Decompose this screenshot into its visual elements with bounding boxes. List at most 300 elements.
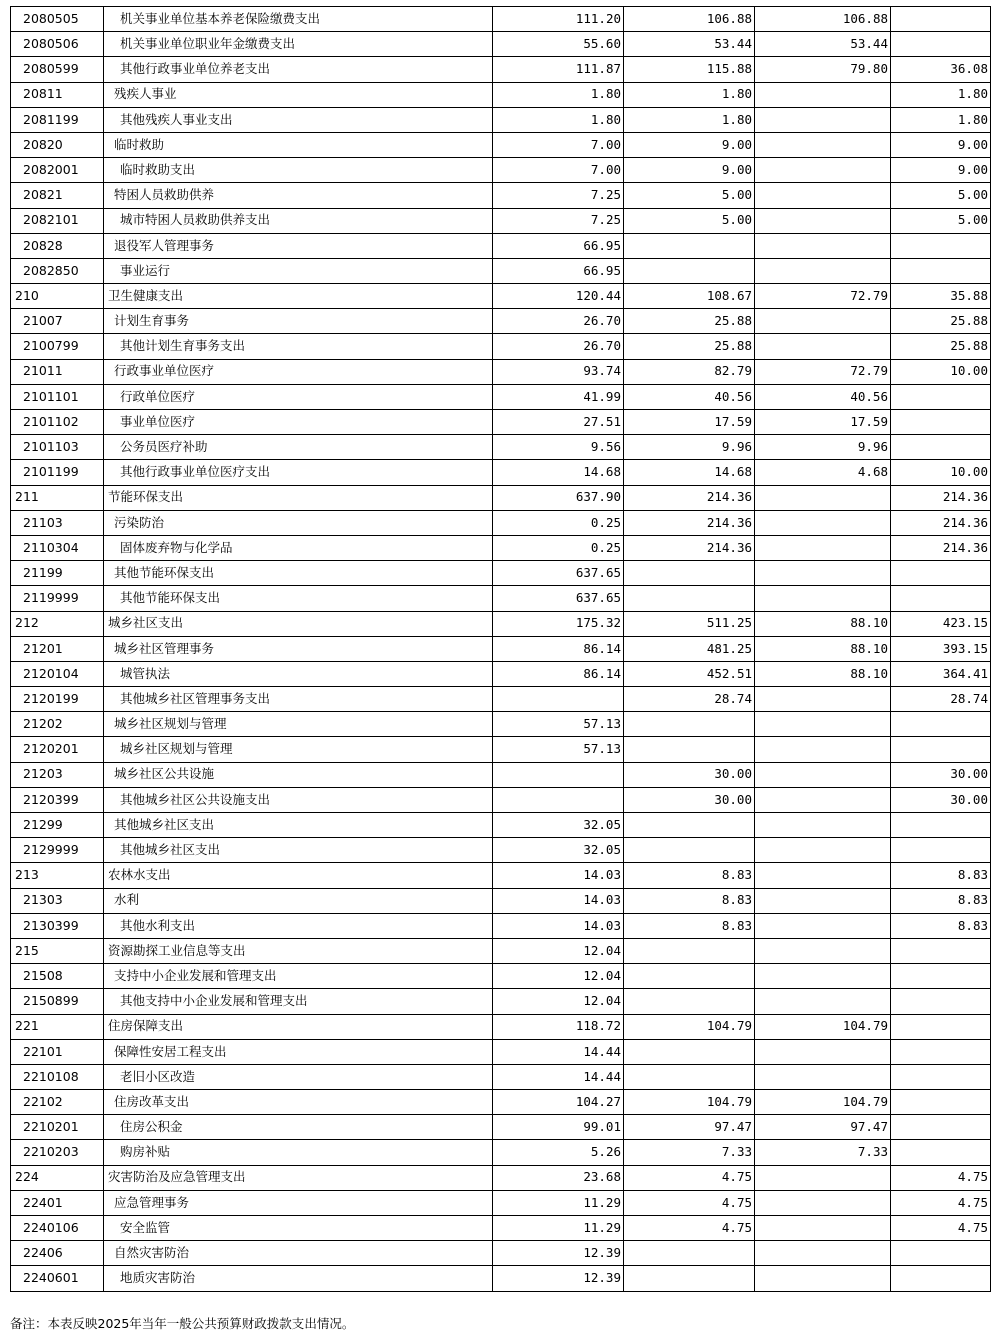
cell-value-4 [891,32,991,57]
cell-value-4 [891,561,991,586]
cell-value-3 [755,1039,891,1064]
cell-value-3: 104.79 [755,1090,891,1115]
cell-value-3 [755,82,891,107]
cell-code: 2130399 [11,913,104,938]
cell-name: 其他城乡社区支出 [104,813,493,838]
cell-value-3: 53.44 [755,32,891,57]
table-row [11,1216,991,1241]
cell-value-1: 1.80 [493,107,624,132]
table-row [11,838,991,863]
table-row [11,1014,991,1039]
cell-value-1: 14.03 [493,863,624,888]
cell-value-4 [891,7,991,32]
cell-code: 2120104 [11,661,104,686]
cell-code: 2119999 [11,586,104,611]
cell-value-4 [891,964,991,989]
cell-value-1: 23.68 [493,1165,624,1190]
cell-value-1: 0.25 [493,510,624,535]
cell-value-2: 97.47 [624,1115,755,1140]
cell-value-3 [755,687,891,712]
table-row [11,712,991,737]
cell-value-2 [624,1039,755,1064]
cell-value-2 [624,1241,755,1266]
cell-value-2: 14.68 [624,460,755,485]
cell-value-1: 26.70 [493,334,624,359]
cell-value-4 [891,586,991,611]
cell-name: 资源勘探工业信息等支出 [104,938,493,963]
table-row [11,258,991,283]
cell-name: 其他城乡社区支出 [104,838,493,863]
cell-value-1: 32.05 [493,838,624,863]
cell-code: 21299 [11,813,104,838]
cell-name: 公务员医疗补助 [104,435,493,460]
cell-value-4 [891,813,991,838]
cell-name: 其他节能环保支出 [104,561,493,586]
cell-value-2: 1.80 [624,107,755,132]
cell-code: 2101103 [11,435,104,460]
cell-code: 21508 [11,964,104,989]
table-row [11,107,991,132]
cell-code: 2210108 [11,1064,104,1089]
cell-value-3 [755,737,891,762]
cell-code: 20821 [11,183,104,208]
cell-name: 事业运行 [104,258,493,283]
cell-value-3 [755,233,891,258]
cell-value-4: 25.88 [891,334,991,359]
cell-value-4: 4.75 [891,1190,991,1215]
table-row [11,1266,991,1291]
cell-value-2: 214.36 [624,535,755,560]
cell-value-1: 175.32 [493,611,624,636]
cell-value-3: 88.10 [755,661,891,686]
cell-code: 21011 [11,359,104,384]
cell-value-3: 17.59 [755,410,891,435]
cell-name: 其他节能环保支出 [104,586,493,611]
cell-name: 其他城乡社区公共设施支出 [104,787,493,812]
cell-value-2: 9.96 [624,435,755,460]
cell-value-1 [493,687,624,712]
table-row [11,82,991,107]
cell-value-3: 7.33 [755,1140,891,1165]
cell-code: 2120399 [11,787,104,812]
cell-code: 2101199 [11,460,104,485]
table-row [11,888,991,913]
cell-value-2: 1.80 [624,82,755,107]
cell-code: 2082001 [11,158,104,183]
cell-code: 22401 [11,1190,104,1215]
table-row [11,132,991,157]
table-row [11,1140,991,1165]
cell-name: 其他城乡社区管理事务支出 [104,687,493,712]
cell-value-4: 1.80 [891,107,991,132]
cell-value-3 [755,1241,891,1266]
cell-value-4: 30.00 [891,762,991,787]
cell-value-2: 9.00 [624,132,755,157]
table-row [11,233,991,258]
table-row [11,787,991,812]
cell-value-4 [891,1064,991,1089]
cell-code: 21201 [11,636,104,661]
cell-value-1: 1.80 [493,82,624,107]
cell-value-1: 11.29 [493,1190,624,1215]
cell-value-2: 25.88 [624,309,755,334]
cell-code: 2082850 [11,258,104,283]
cell-name: 特困人员救助供养 [104,183,493,208]
cell-value-1: 7.00 [493,132,624,157]
cell-value-4 [891,1039,991,1064]
table-row [11,435,991,460]
cell-value-2: 30.00 [624,787,755,812]
cell-name: 机关事业单位职业年金缴费支出 [104,32,493,57]
cell-value-3 [755,913,891,938]
table-row [11,334,991,359]
cell-value-3: 79.80 [755,57,891,82]
table-row [11,1115,991,1140]
cell-value-4 [891,737,991,762]
cell-value-4 [891,1140,991,1165]
cell-value-4 [891,838,991,863]
cell-value-3 [755,813,891,838]
cell-name: 农林水支出 [104,863,493,888]
cell-code: 22102 [11,1090,104,1115]
cell-name: 行政事业单位医疗 [104,359,493,384]
table-row [11,1039,991,1064]
cell-code: 2080505 [11,7,104,32]
cell-value-4 [891,1241,991,1266]
cell-code: 21007 [11,309,104,334]
cell-value-3: 4.68 [755,460,891,485]
cell-value-3 [755,208,891,233]
table-row [11,636,991,661]
cell-value-2 [624,712,755,737]
cell-code: 215 [11,938,104,963]
cell-name: 保障性安居工程支出 [104,1039,493,1064]
cell-value-3: 88.10 [755,636,891,661]
cell-name: 灾害防治及应急管理支出 [104,1165,493,1190]
cell-name: 自然灾害防治 [104,1241,493,1266]
cell-value-2: 7.33 [624,1140,755,1165]
cell-value-2 [624,586,755,611]
cell-value-4: 8.83 [891,913,991,938]
cell-value-1 [493,762,624,787]
cell-value-3 [755,485,891,510]
cell-value-2: 214.36 [624,485,755,510]
cell-value-2 [624,561,755,586]
cell-value-3 [755,586,891,611]
cell-value-2: 481.25 [624,636,755,661]
cell-value-1: 120.44 [493,284,624,309]
cell-value-1: 66.95 [493,233,624,258]
cell-value-1: 41.99 [493,384,624,409]
cell-value-3 [755,132,891,157]
cell-value-3 [755,561,891,586]
table-row [11,687,991,712]
cell-name: 污染防治 [104,510,493,535]
cell-name: 行政单位医疗 [104,384,493,409]
table-row [11,989,991,1014]
cell-name: 城乡社区规划与管理 [104,712,493,737]
cell-code: 2080506 [11,32,104,57]
cell-value-2: 8.83 [624,888,755,913]
table-row [11,1165,991,1190]
cell-value-4: 1.80 [891,82,991,107]
cell-name: 水利 [104,888,493,913]
cell-value-4 [891,989,991,1014]
cell-value-4: 9.00 [891,158,991,183]
cell-value-1: 9.56 [493,435,624,460]
cell-value-2: 53.44 [624,32,755,57]
cell-value-3 [755,989,891,1014]
cell-value-1: 32.05 [493,813,624,838]
table-row [11,183,991,208]
cell-value-4: 4.75 [891,1216,991,1241]
cell-value-1: 12.04 [493,964,624,989]
cell-value-1: 14.03 [493,913,624,938]
cell-code: 2210203 [11,1140,104,1165]
cell-value-3 [755,1165,891,1190]
cell-code: 2120201 [11,737,104,762]
cell-value-4: 36.08 [891,57,991,82]
cell-name: 其他计划生育事务支出 [104,334,493,359]
cell-value-2 [624,258,755,283]
cell-value-2: 511.25 [624,611,755,636]
cell-value-3 [755,510,891,535]
cell-name: 支持中小企业发展和管理支出 [104,964,493,989]
cell-value-3: 104.79 [755,1014,891,1039]
table-row [11,535,991,560]
cell-value-3 [755,762,891,787]
table-row [11,586,991,611]
cell-value-3 [755,183,891,208]
cell-value-2: 5.00 [624,183,755,208]
cell-code: 22406 [11,1241,104,1266]
cell-name: 住房改革支出 [104,1090,493,1115]
cell-value-2: 104.79 [624,1014,755,1039]
cell-value-1: 12.39 [493,1241,624,1266]
cell-name: 其他残疾人事业支出 [104,107,493,132]
cell-value-1: 11.29 [493,1216,624,1241]
cell-code: 2210201 [11,1115,104,1140]
cell-value-1: 14.44 [493,1039,624,1064]
cell-value-4: 364.41 [891,661,991,686]
cell-value-4 [891,1014,991,1039]
cell-code: 2240601 [11,1266,104,1291]
cell-name: 城市特困人员救助供养支出 [104,208,493,233]
cell-value-4: 214.36 [891,485,991,510]
table-row [11,510,991,535]
cell-value-4 [891,1090,991,1115]
cell-name: 购房补贴 [104,1140,493,1165]
cell-code: 2240106 [11,1216,104,1241]
cell-value-4: 4.75 [891,1165,991,1190]
cell-name: 城乡社区公共设施 [104,762,493,787]
cell-code: 21303 [11,888,104,913]
cell-code: 21203 [11,762,104,787]
cell-code: 2129999 [11,838,104,863]
cell-name: 其他支持中小企业发展和管理支出 [104,989,493,1014]
cell-value-3 [755,888,891,913]
table-row [11,1064,991,1089]
cell-value-3 [755,964,891,989]
cell-value-3 [755,334,891,359]
cell-code: 2081199 [11,107,104,132]
cell-value-3 [755,158,891,183]
cell-code: 2120199 [11,687,104,712]
cell-value-1: 57.13 [493,712,624,737]
cell-code: 2101102 [11,410,104,435]
cell-value-4 [891,938,991,963]
table-row [11,561,991,586]
cell-value-4 [891,1115,991,1140]
table-row [11,32,991,57]
cell-value-3 [755,1064,891,1089]
cell-value-2: 115.88 [624,57,755,82]
table-row [11,964,991,989]
cell-value-1: 26.70 [493,309,624,334]
cell-value-4: 5.00 [891,183,991,208]
cell-value-4: 25.88 [891,309,991,334]
cell-value-2: 104.79 [624,1090,755,1115]
cell-value-3 [755,838,891,863]
cell-name: 残疾人事业 [104,82,493,107]
cell-value-3: 88.10 [755,611,891,636]
cell-value-2 [624,737,755,762]
cell-value-2 [624,1064,755,1089]
cell-value-1: 12.04 [493,989,624,1014]
table-row [11,460,991,485]
table-row [11,762,991,787]
cell-name: 应急管理事务 [104,1190,493,1215]
cell-code: 2110304 [11,535,104,560]
cell-name: 临时救助支出 [104,158,493,183]
cell-code: 21202 [11,712,104,737]
cell-value-4: 10.00 [891,359,991,384]
cell-value-1: 66.95 [493,258,624,283]
cell-code: 221 [11,1014,104,1039]
cell-value-1: 14.03 [493,888,624,913]
expenditure-table [10,6,991,1292]
cell-value-3 [755,258,891,283]
cell-value-2: 8.83 [624,863,755,888]
cell-value-4: 423.15 [891,611,991,636]
table-row [11,158,991,183]
cell-value-2: 106.88 [624,7,755,32]
cell-name: 临时救助 [104,132,493,157]
footnote: 备注：本表反映2025年当年一般公共预算财政拨款支出情况。 [10,1316,355,1331]
cell-value-1: 57.13 [493,737,624,762]
cell-value-4 [891,384,991,409]
cell-code: 2101101 [11,384,104,409]
cell-value-2: 25.88 [624,334,755,359]
table-row [11,1090,991,1115]
table-row [11,737,991,762]
cell-value-1 [493,787,624,812]
table-row [11,384,991,409]
cell-value-3: 40.56 [755,384,891,409]
cell-name: 地质灾害防治 [104,1266,493,1291]
cell-name: 城乡社区规划与管理 [104,737,493,762]
cell-value-1: 14.68 [493,460,624,485]
cell-value-1: 118.72 [493,1014,624,1039]
cell-value-2 [624,989,755,1014]
cell-value-3 [755,535,891,560]
cell-value-4 [891,258,991,283]
cell-value-1: 12.39 [493,1266,624,1291]
cell-value-1: 55.60 [493,32,624,57]
cell-value-2: 4.75 [624,1165,755,1190]
cell-code: 21103 [11,510,104,535]
cell-value-3 [755,309,891,334]
cell-value-3 [755,107,891,132]
cell-value-2: 9.00 [624,158,755,183]
cell-value-3 [755,863,891,888]
cell-code: 224 [11,1165,104,1190]
cell-value-3 [755,938,891,963]
table-row [11,813,991,838]
cell-value-2: 82.79 [624,359,755,384]
cell-code: 22101 [11,1039,104,1064]
cell-name: 其他行政事业单位医疗支出 [104,460,493,485]
cell-value-4 [891,410,991,435]
cell-value-2: 108.67 [624,284,755,309]
table-row [11,611,991,636]
cell-value-1: 7.25 [493,183,624,208]
cell-value-4: 9.00 [891,132,991,157]
cell-value-4: 30.00 [891,787,991,812]
cell-name: 机关事业单位基本养老保险缴费支出 [104,7,493,32]
cell-name: 城乡社区管理事务 [104,636,493,661]
cell-name: 其他行政事业单位养老支出 [104,57,493,82]
cell-value-1: 637.90 [493,485,624,510]
cell-name: 其他水利支出 [104,913,493,938]
cell-value-2: 28.74 [624,687,755,712]
cell-value-2: 30.00 [624,762,755,787]
cell-value-1: 637.65 [493,586,624,611]
cell-code: 213 [11,863,104,888]
cell-value-1: 93.74 [493,359,624,384]
table-row [11,57,991,82]
cell-value-4: 8.83 [891,863,991,888]
cell-value-1: 99.01 [493,1115,624,1140]
table-row [11,1241,991,1266]
table-row [11,284,991,309]
cell-value-3 [755,1190,891,1215]
cell-value-2: 17.59 [624,410,755,435]
cell-code: 211 [11,485,104,510]
cell-value-4: 8.83 [891,888,991,913]
cell-name: 城乡社区支出 [104,611,493,636]
cell-value-1: 5.26 [493,1140,624,1165]
cell-value-2 [624,233,755,258]
cell-value-1: 86.14 [493,661,624,686]
cell-code: 20820 [11,132,104,157]
cell-name: 老旧小区改造 [104,1064,493,1089]
cell-value-1: 111.87 [493,57,624,82]
cell-value-2: 8.83 [624,913,755,938]
cell-name: 城管执法 [104,661,493,686]
cell-code: 2100799 [11,334,104,359]
table-row [11,410,991,435]
table-row [11,208,991,233]
cell-value-3: 72.79 [755,284,891,309]
table-row [11,309,991,334]
cell-value-2: 452.51 [624,661,755,686]
cell-value-1: 637.65 [493,561,624,586]
cell-value-1: 7.00 [493,158,624,183]
cell-value-4 [891,233,991,258]
cell-value-3 [755,1266,891,1291]
cell-value-3: 72.79 [755,359,891,384]
